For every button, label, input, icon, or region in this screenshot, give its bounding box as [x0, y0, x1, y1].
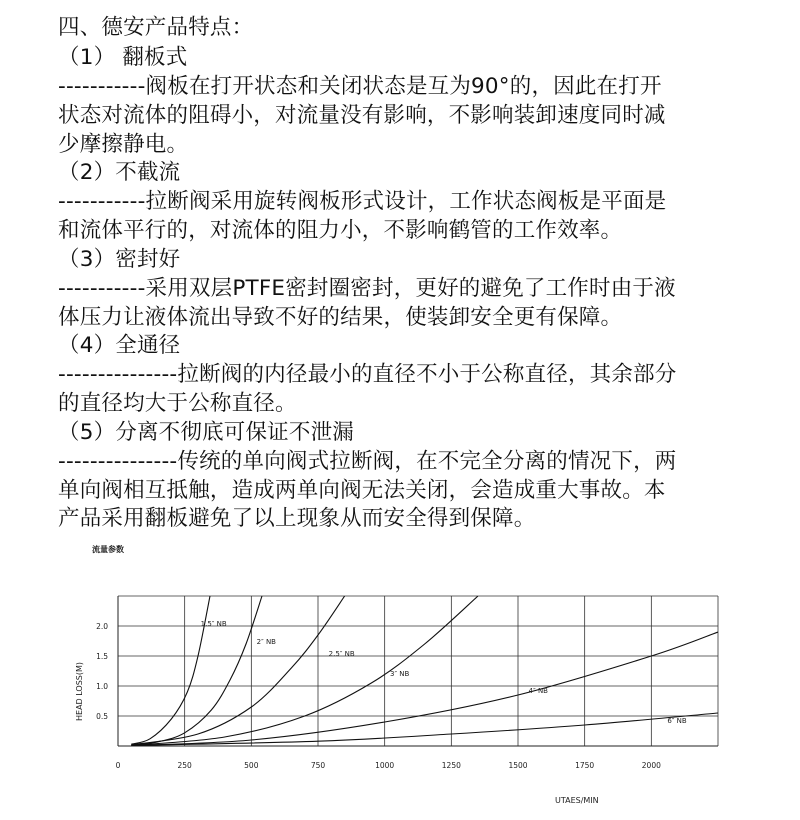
- y-tick-label: 1.0: [96, 682, 108, 691]
- series-label: 2″ NB: [256, 638, 277, 646]
- series-label: 2.5″ NB: [328, 650, 355, 658]
- x-tick-label: 1000: [375, 761, 395, 770]
- feature-text-3: -----------采用双层PTFE密封圈密封，更好的避免了工作时由于液: [58, 276, 676, 301]
- feature-title-5: （5）分离不彻底可保证不泄漏: [58, 420, 354, 445]
- feature-text-2: 和流体平行的，对流体的阻力小，不影响鹤管的工作效率。: [58, 218, 623, 243]
- feature-text-1: 少摩擦静电。: [58, 132, 189, 157]
- series-label: 4″ NB: [528, 687, 549, 696]
- y-tick-label: 2.0: [96, 622, 108, 631]
- feature-text-5: ---------------传统的单向阀式拉断阀，在不完全分离的情况下，两: [58, 449, 677, 474]
- feature-text-5: 单向阀相互抵触，造成两单向阀无法关闭，会造成重大事故。本: [58, 478, 666, 503]
- feature-text-1: -----------阀板在打开状态和关闭状态是互为90°的，因此在打开: [58, 74, 662, 99]
- x-axis-label: UTAES/MIN: [555, 796, 599, 805]
- flow-chart: [56, 533, 734, 816]
- feature-text-4: 的直径均大于公称直径。: [58, 391, 297, 416]
- feature-text-2: -----------拉断阀采用旋转阀板形式设计，工作状态阀板是平面是: [58, 189, 667, 214]
- section-heading: 四、德安产品特点：: [58, 15, 254, 40]
- feature-text-4: ---------------拉断阀的内径最小的直径不小于公称直径，其余部分: [58, 362, 677, 387]
- series-label: 3″ NB: [390, 669, 410, 678]
- feature-text-5: 产品采用翻板避免了以上现象从而安全得到保障。: [58, 506, 536, 531]
- series-line: [131, 596, 478, 745]
- feature-title-3: （3）密封好: [58, 247, 181, 272]
- x-tick-label: 1750: [575, 761, 595, 770]
- x-tick-label: 1500: [508, 761, 528, 770]
- feature-text-3: 体压力让液体流出导致不好的结果，使装卸安全更有保障。: [58, 305, 623, 330]
- x-tick-label: 0: [115, 761, 121, 770]
- y-axis-label: HEAD LOSS(M): [75, 661, 84, 721]
- series-line: [131, 632, 718, 745]
- feature-text-1: 状态对流体的阻碍小，对流量没有影响，不影响装卸速度同时减: [58, 103, 666, 128]
- x-tick-label: 2000: [641, 761, 661, 770]
- series-label: 1.5″ NB: [200, 620, 227, 628]
- feature-title-2: （2）不截流: [58, 160, 181, 185]
- series-line: [131, 596, 262, 745]
- series-line: [131, 596, 344, 745]
- flow-chart-svg: [56, 533, 734, 816]
- feature-title-4: （4）全通径: [58, 333, 181, 358]
- x-tick-label: 500: [244, 761, 259, 770]
- x-tick-label: 1250: [441, 761, 461, 770]
- feature-title-1: （1） 翻板式: [58, 45, 188, 70]
- series-line: [131, 713, 718, 745]
- series-label: 6″ NB: [667, 717, 687, 726]
- x-tick-label: 250: [177, 761, 192, 770]
- series-line: [131, 596, 210, 744]
- chart-title: 流量参数: [92, 545, 124, 554]
- x-tick-label: 750: [310, 761, 326, 770]
- y-tick-label: 0.5: [96, 712, 108, 721]
- y-tick-label: 1.5: [96, 652, 108, 661]
